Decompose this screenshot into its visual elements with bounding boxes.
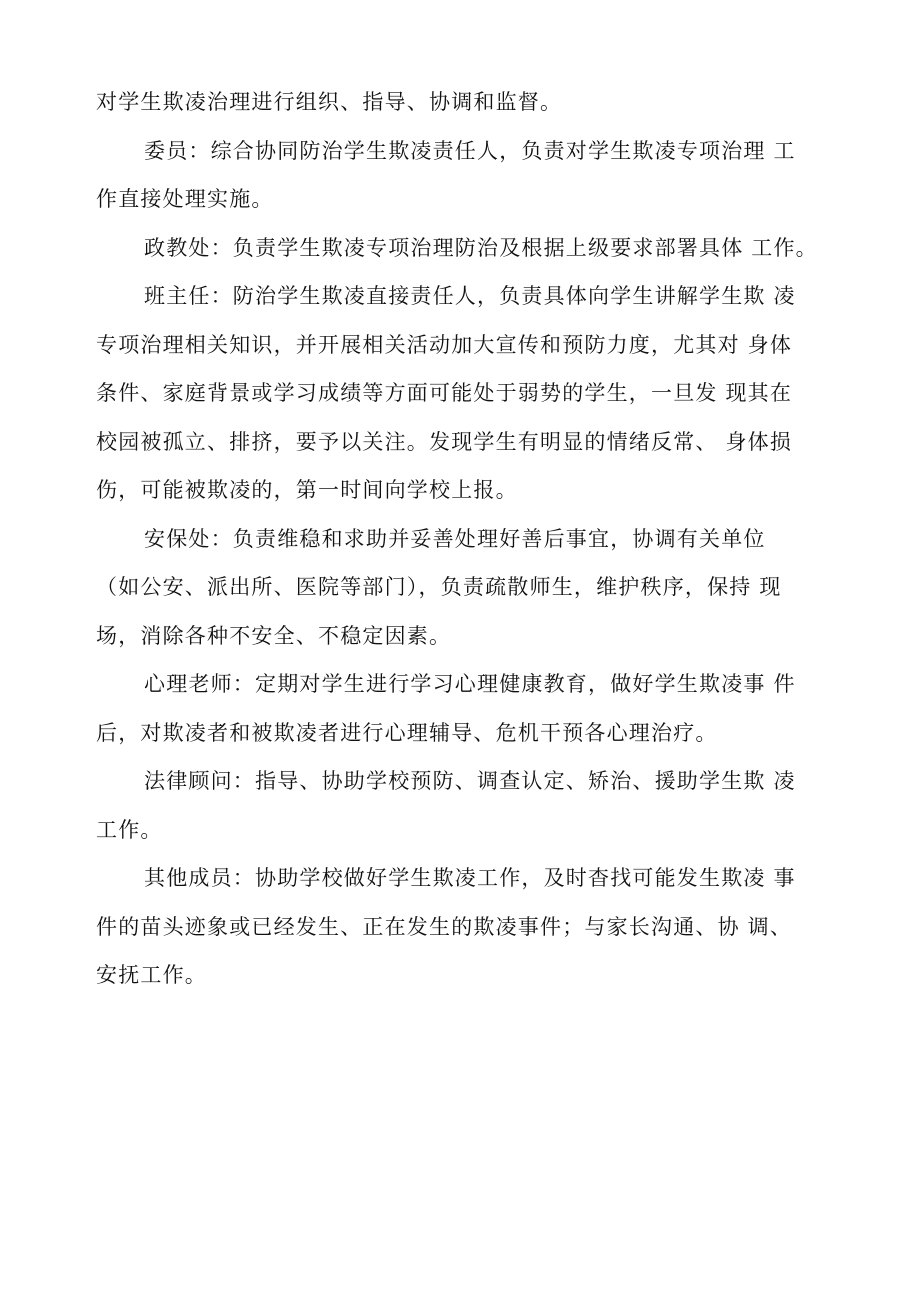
paragraph-head-teacher <box>96 272 828 515</box>
text-line: 作直接处理实施。 <box>96 187 274 211</box>
text-line: 伤，可能被欺凌的，第一时间向学校上报。 <box>96 478 518 502</box>
text-line: 工作。 <box>96 817 163 842</box>
paragraph-security <box>96 515 828 661</box>
text-line: （如公安、派出所、医院等部门），负责疏散师生，维护秩序，保持 现 <box>96 575 782 599</box>
text-line: 政教处：负责学生欺凌专项治理防治及根据上级要求部署具体 工作。 <box>144 235 818 260</box>
text-line: 后，对欺凌者和被欺凌者进行心理辅导、危机干预各心理治疗。 <box>96 720 718 745</box>
text-line: 对学生欺凌治理进行组织、指导、协调和监督。 <box>96 90 563 114</box>
text-line: 安保处：负责维稳和求助并妥善处理好善后事宜，协调有关单位 <box>144 526 766 551</box>
text-line: 条件、家庭背景或学习成绩等方面可能处于弱势的学生，一旦发 现其在 <box>96 381 793 405</box>
text-line: 专项治理相关知识，并开展相关活动加大宣传和预防力度，尤其对 身体 <box>96 332 793 357</box>
text-line: 法律顾问：指导、协助学校预防、调查认定、矫治、援助学生欺 凌 <box>144 769 796 793</box>
text-line: 其他成员：协助学校做好学生欺凌工作，及时杳找可能发生欺凌 事 <box>144 866 796 890</box>
text-line: 委员：综合协同防治学生欺凌责任人，负责对学生欺凌专项治理 工 <box>144 138 796 163</box>
text-line: 件的苗头迹象或已经发生、正在发生的欺凌事件；与家长沟通、协 调、 <box>96 914 793 939</box>
paragraph-intro <box>96 78 828 127</box>
text-line: 心理老师：定期对学生进行学习心理健康教育，做好学生欺凌事 件 <box>144 672 796 696</box>
document-body <box>96 78 828 1000</box>
text-line: 安抚工作。 <box>96 963 207 987</box>
paragraph-other-members <box>96 854 828 1000</box>
paragraph-legal-advisor <box>96 757 828 854</box>
paragraph-members <box>96 127 828 224</box>
text-line: 场，消除各种不安全、不稳定因素。 <box>96 623 452 648</box>
paragraph-political-education <box>96 224 828 273</box>
text-line: 班主任：防治学生欺凌直接责任人，负责具体向学生讲解学生欺 凌 <box>144 284 796 308</box>
text-line: 校园被孤立、排挤，要予以关注。发现学生有明显的情绪反常、 身体损 <box>96 429 793 454</box>
paragraph-psychology-teacher <box>96 660 828 757</box>
